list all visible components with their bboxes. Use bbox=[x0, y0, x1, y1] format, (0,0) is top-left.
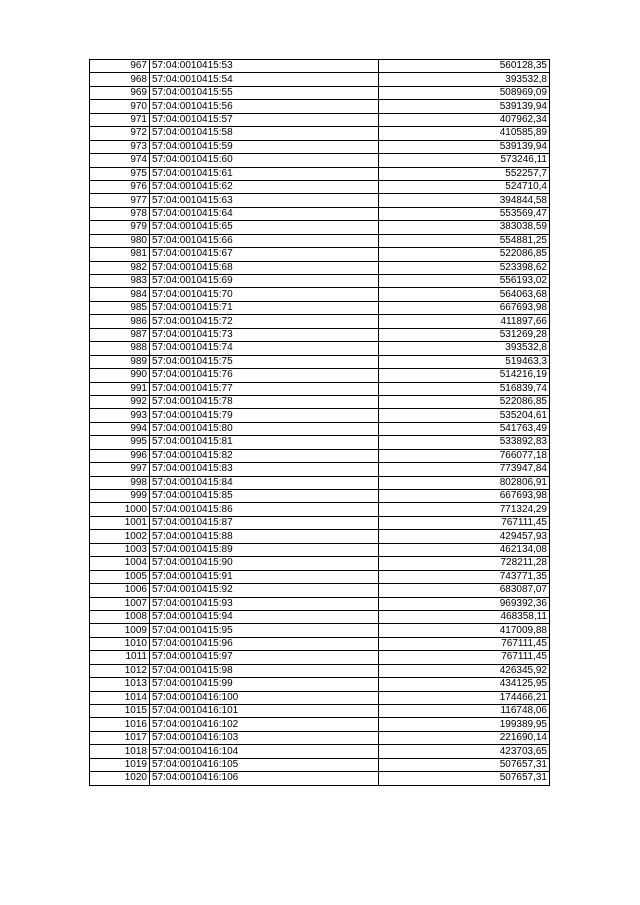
table-row bbox=[90, 557, 550, 570]
row-number: 994 bbox=[90, 422, 150, 435]
cadastral-value: 522086,85 bbox=[379, 248, 550, 261]
cadastral-value: 573246,11 bbox=[379, 154, 550, 167]
cadastral-value: 426345,92 bbox=[379, 664, 550, 677]
cadastral-number: 57:04:0010415:68 bbox=[150, 261, 379, 274]
row-number: 973 bbox=[90, 140, 150, 153]
cadastral-value: 560128,35 bbox=[379, 60, 550, 73]
row-number: 980 bbox=[90, 234, 150, 247]
row-number: 993 bbox=[90, 409, 150, 422]
cadastral-number: 57:04:0010415:95 bbox=[150, 624, 379, 637]
cadastral-number: 57:04:0010416:106 bbox=[150, 772, 379, 785]
cadastral-number: 57:04:0010415:99 bbox=[150, 678, 379, 691]
cadastral-value: 462134,08 bbox=[379, 543, 550, 556]
cadastral-value: 393532,8 bbox=[379, 342, 550, 355]
row-number: 1017 bbox=[90, 731, 150, 744]
cadastral-number: 57:04:0010415:57 bbox=[150, 113, 379, 126]
row-number: 996 bbox=[90, 449, 150, 462]
table-row bbox=[90, 180, 550, 193]
cadastral-value: 743771,35 bbox=[379, 570, 550, 583]
cadastral-number: 57:04:0010415:69 bbox=[150, 275, 379, 288]
cadastral-value: 434125,95 bbox=[379, 678, 550, 691]
row-number: 972 bbox=[90, 127, 150, 140]
cadastral-number: 57:04:0010415:63 bbox=[150, 194, 379, 207]
table-row bbox=[90, 315, 550, 328]
table-row bbox=[90, 651, 550, 664]
cadastral-value: 552257,7 bbox=[379, 167, 550, 180]
row-number: 977 bbox=[90, 194, 150, 207]
row-number: 1001 bbox=[90, 516, 150, 529]
row-number: 999 bbox=[90, 490, 150, 503]
cadastral-value: 394844,58 bbox=[379, 194, 550, 207]
cadastral-number: 57:04:0010416:104 bbox=[150, 745, 379, 758]
row-number: 978 bbox=[90, 207, 150, 220]
row-number: 1002 bbox=[90, 530, 150, 543]
table-row bbox=[90, 234, 550, 247]
row-number: 974 bbox=[90, 154, 150, 167]
cadastral-number: 57:04:0010415:74 bbox=[150, 342, 379, 355]
row-number: 1018 bbox=[90, 745, 150, 758]
table-row bbox=[90, 301, 550, 314]
cadastral-value: 667693,98 bbox=[379, 490, 550, 503]
row-number: 989 bbox=[90, 355, 150, 368]
table-row bbox=[90, 60, 550, 73]
cadastral-number: 57:04:0010415:71 bbox=[150, 301, 379, 314]
table-row bbox=[90, 422, 550, 435]
table-row bbox=[90, 516, 550, 529]
row-number: 1008 bbox=[90, 610, 150, 623]
cadastral-value: 728211,28 bbox=[379, 557, 550, 570]
cadastral-value: 556193,02 bbox=[379, 275, 550, 288]
row-number: 990 bbox=[90, 369, 150, 382]
cadastral-value: 221690,14 bbox=[379, 731, 550, 744]
row-number: 1003 bbox=[90, 543, 150, 556]
cadastral-number: 57:04:0010416:105 bbox=[150, 758, 379, 771]
cadastral-number: 57:04:0010415:96 bbox=[150, 637, 379, 650]
table-row bbox=[90, 731, 550, 744]
table-row bbox=[90, 113, 550, 126]
cadastral-value: 766077,18 bbox=[379, 449, 550, 462]
cadastral-number: 57:04:0010415:91 bbox=[150, 570, 379, 583]
cadastral-value: 407962,34 bbox=[379, 113, 550, 126]
table-row bbox=[90, 476, 550, 489]
cadastral-number: 57:04:0010416:101 bbox=[150, 705, 379, 718]
cadastral-number: 57:04:0010415:86 bbox=[150, 503, 379, 516]
row-number: 997 bbox=[90, 463, 150, 476]
cadastral-number: 57:04:0010415:83 bbox=[150, 463, 379, 476]
table-row bbox=[90, 503, 550, 516]
table-row bbox=[90, 718, 550, 731]
row-number: 992 bbox=[90, 395, 150, 408]
cadastral-value: 773947,84 bbox=[379, 463, 550, 476]
row-number: 970 bbox=[90, 100, 150, 113]
table-row bbox=[90, 758, 550, 771]
cadastral-number: 57:04:0010415:77 bbox=[150, 382, 379, 395]
cadastral-value: 667693,98 bbox=[379, 301, 550, 314]
cadastral-number: 57:04:0010415:70 bbox=[150, 288, 379, 301]
table-row bbox=[90, 463, 550, 476]
row-number: 1009 bbox=[90, 624, 150, 637]
table-row bbox=[90, 436, 550, 449]
cadastral-value: 535204,61 bbox=[379, 409, 550, 422]
row-number: 979 bbox=[90, 221, 150, 234]
cadastral-number: 57:04:0010415:76 bbox=[150, 369, 379, 382]
row-number: 1016 bbox=[90, 718, 150, 731]
table-row bbox=[90, 207, 550, 220]
cadastral-number: 57:04:0010415:73 bbox=[150, 328, 379, 341]
cadastral-number: 57:04:0010415:54 bbox=[150, 73, 379, 86]
table-row bbox=[90, 221, 550, 234]
cadastral-value: 767111,45 bbox=[379, 651, 550, 664]
table-row bbox=[90, 678, 550, 691]
table-row bbox=[90, 543, 550, 556]
cadastral-value: 539139,94 bbox=[379, 140, 550, 153]
table-row bbox=[90, 275, 550, 288]
cadastral-value: 519463,3 bbox=[379, 355, 550, 368]
cadastral-value: 516839,74 bbox=[379, 382, 550, 395]
cadastral-number: 57:04:0010415:58 bbox=[150, 127, 379, 140]
cadastral-value: 429457,93 bbox=[379, 530, 550, 543]
row-number: 1020 bbox=[90, 772, 150, 785]
row-number: 1000 bbox=[90, 503, 150, 516]
cadastral-value: 410585,89 bbox=[379, 127, 550, 140]
table-row bbox=[90, 261, 550, 274]
row-number: 967 bbox=[90, 60, 150, 73]
cadastral-number: 57:04:0010415:66 bbox=[150, 234, 379, 247]
cadastral-number: 57:04:0010415:98 bbox=[150, 664, 379, 677]
cadastral-number: 57:04:0010415:82 bbox=[150, 449, 379, 462]
table-row bbox=[90, 100, 550, 113]
cadastral-value: 554881,25 bbox=[379, 234, 550, 247]
cadastral-number: 57:04:0010415:55 bbox=[150, 86, 379, 99]
cadastral-number: 57:04:0010415:93 bbox=[150, 597, 379, 610]
cadastral-number: 57:04:0010415:84 bbox=[150, 476, 379, 489]
cadastral-value: 507657,31 bbox=[379, 772, 550, 785]
table-row bbox=[90, 288, 550, 301]
table-row bbox=[90, 382, 550, 395]
cadastral-value: 514216,19 bbox=[379, 369, 550, 382]
cadastral-value: 507657,31 bbox=[379, 758, 550, 771]
cadastral-value: 541763,49 bbox=[379, 422, 550, 435]
row-number: 971 bbox=[90, 113, 150, 126]
table-row bbox=[90, 584, 550, 597]
table-row bbox=[90, 127, 550, 140]
row-number: 988 bbox=[90, 342, 150, 355]
cadastral-value: 468358,11 bbox=[379, 610, 550, 623]
table-row bbox=[90, 772, 550, 785]
table-row bbox=[90, 691, 550, 704]
table-row bbox=[90, 355, 550, 368]
row-number: 969 bbox=[90, 86, 150, 99]
row-number: 1004 bbox=[90, 557, 150, 570]
table-row bbox=[90, 745, 550, 758]
cadastral-number: 57:04:0010416:102 bbox=[150, 718, 379, 731]
cadastral-value: 383038,59 bbox=[379, 221, 550, 234]
cadastral-number: 57:04:0010415:62 bbox=[150, 180, 379, 193]
row-number: 1007 bbox=[90, 597, 150, 610]
cadastral-value: 767111,45 bbox=[379, 516, 550, 529]
row-number: 991 bbox=[90, 382, 150, 395]
cadastral-number: 57:04:0010415:61 bbox=[150, 167, 379, 180]
cadastral-number: 57:04:0010415:65 bbox=[150, 221, 379, 234]
cadastral-value: 767111,45 bbox=[379, 637, 550, 650]
cadastral-number: 57:04:0010415:94 bbox=[150, 610, 379, 623]
row-number: 983 bbox=[90, 275, 150, 288]
row-number: 984 bbox=[90, 288, 150, 301]
table-row bbox=[90, 328, 550, 341]
table-row bbox=[90, 194, 550, 207]
cadastral-value: 411897,66 bbox=[379, 315, 550, 328]
cadastral-value: 199389,95 bbox=[379, 718, 550, 731]
row-number: 986 bbox=[90, 315, 150, 328]
row-number: 968 bbox=[90, 73, 150, 86]
table-row bbox=[90, 369, 550, 382]
row-number: 982 bbox=[90, 261, 150, 274]
cadastral-number: 57:04:0010415:87 bbox=[150, 516, 379, 529]
cadastral-value: 802806,91 bbox=[379, 476, 550, 489]
row-number: 1012 bbox=[90, 664, 150, 677]
cadastral-number: 57:04:0010415:60 bbox=[150, 154, 379, 167]
table-row bbox=[90, 86, 550, 99]
table-row bbox=[90, 167, 550, 180]
cadastral-value: 553569,47 bbox=[379, 207, 550, 220]
cadastral-value: 524710,4 bbox=[379, 180, 550, 193]
cadastral-value: 683087,07 bbox=[379, 584, 550, 597]
row-number: 985 bbox=[90, 301, 150, 314]
cadastral-number: 57:04:0010415:97 bbox=[150, 651, 379, 664]
cadastral-number: 57:04:0010415:89 bbox=[150, 543, 379, 556]
cadastral-number: 57:04:0010415:85 bbox=[150, 490, 379, 503]
table-row bbox=[90, 570, 550, 583]
table-row bbox=[90, 705, 550, 718]
cadastral-number: 57:04:0010415:78 bbox=[150, 395, 379, 408]
row-number: 1019 bbox=[90, 758, 150, 771]
row-number: 1011 bbox=[90, 651, 150, 664]
cadastral-value: 508969,09 bbox=[379, 86, 550, 99]
row-number: 1006 bbox=[90, 584, 150, 597]
table-row bbox=[90, 449, 550, 462]
row-number: 975 bbox=[90, 167, 150, 180]
table-row bbox=[90, 490, 550, 503]
table-row bbox=[90, 342, 550, 355]
cadastral-value: 417009,88 bbox=[379, 624, 550, 637]
cadastral-value: 393532,8 bbox=[379, 73, 550, 86]
table-row bbox=[90, 140, 550, 153]
cadastral-number: 57:04:0010415:56 bbox=[150, 100, 379, 113]
table-body bbox=[90, 60, 550, 786]
cadastral-value: 969392,36 bbox=[379, 597, 550, 610]
cadastral-value: 423703,65 bbox=[379, 745, 550, 758]
cadastral-value: 531269,28 bbox=[379, 328, 550, 341]
cadastral-number: 57:04:0010415:92 bbox=[150, 584, 379, 597]
cadastral-value: 522086,85 bbox=[379, 395, 550, 408]
cadastral-value: 533892,83 bbox=[379, 436, 550, 449]
cadastral-number: 57:04:0010415:59 bbox=[150, 140, 379, 153]
row-number: 976 bbox=[90, 180, 150, 193]
cadastral-number: 57:04:0010415:72 bbox=[150, 315, 379, 328]
cadastral-number: 57:04:0010415:80 bbox=[150, 422, 379, 435]
cadastral-number: 57:04:0010415:75 bbox=[150, 355, 379, 368]
cadastral-values-table bbox=[89, 59, 550, 786]
table-row bbox=[90, 530, 550, 543]
table-row bbox=[90, 409, 550, 422]
row-number: 995 bbox=[90, 436, 150, 449]
table-row bbox=[90, 664, 550, 677]
table-row bbox=[90, 637, 550, 650]
row-number: 1013 bbox=[90, 678, 150, 691]
row-number: 1005 bbox=[90, 570, 150, 583]
cadastral-number: 57:04:0010415:79 bbox=[150, 409, 379, 422]
table-row bbox=[90, 73, 550, 86]
table-row bbox=[90, 624, 550, 637]
cadastral-number: 57:04:0010416:100 bbox=[150, 691, 379, 704]
cadastral-number: 57:04:0010415:67 bbox=[150, 248, 379, 261]
cadastral-value: 116748,06 bbox=[379, 705, 550, 718]
row-number: 998 bbox=[90, 476, 150, 489]
row-number: 981 bbox=[90, 248, 150, 261]
cadastral-number: 57:04:0010416:103 bbox=[150, 731, 379, 744]
cadastral-number: 57:04:0010415:81 bbox=[150, 436, 379, 449]
cadastral-value: 523398,62 bbox=[379, 261, 550, 274]
table-row bbox=[90, 154, 550, 167]
cadastral-value: 771324,29 bbox=[379, 503, 550, 516]
cadastral-value: 539139,94 bbox=[379, 100, 550, 113]
cadastral-number: 57:04:0010415:64 bbox=[150, 207, 379, 220]
cadastral-number: 57:04:0010415:88 bbox=[150, 530, 379, 543]
cadastral-number: 57:04:0010415:53 bbox=[150, 60, 379, 73]
table-row bbox=[90, 597, 550, 610]
cadastral-value: 174466,21 bbox=[379, 691, 550, 704]
row-number: 1010 bbox=[90, 637, 150, 650]
row-number: 1014 bbox=[90, 691, 150, 704]
row-number: 1015 bbox=[90, 705, 150, 718]
table-row bbox=[90, 395, 550, 408]
table-row bbox=[90, 248, 550, 261]
cadastral-value: 564063,68 bbox=[379, 288, 550, 301]
cadastral-number: 57:04:0010415:90 bbox=[150, 557, 379, 570]
row-number: 987 bbox=[90, 328, 150, 341]
table-row bbox=[90, 610, 550, 623]
